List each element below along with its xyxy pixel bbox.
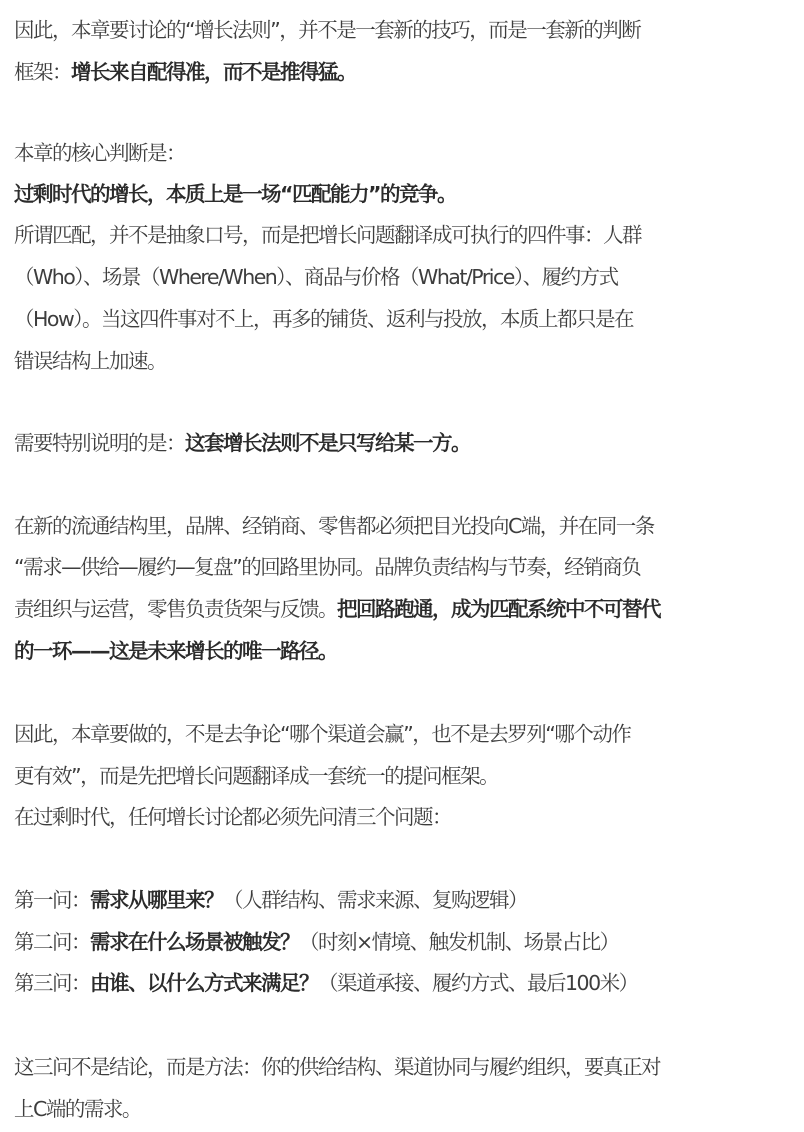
plain-text: 责组织与运营，零售负责货架与反馈。 <box>14 597 337 621</box>
question-note: （时刻×情境、触发机制、场景占比） <box>299 930 619 954</box>
bold-text: 增长来自配得准，而不是推得猛。 <box>71 60 356 84</box>
paragraph-line: 本章的核心判断是： <box>14 141 185 165</box>
paragraph-line: 错误结构上加速。 <box>14 349 166 373</box>
bold-text: 这套增长法则不是只写给某一方。 <box>185 431 470 455</box>
bold-text: 过剩时代的增长，本质上是一场“匹配能力”的竞争。 <box>14 182 456 206</box>
question-prefix: 第三问： <box>14 971 90 995</box>
paragraph-line <box>14 589 804 629</box>
paragraph-line: 因此，本章要讨论的“增长法则”，并不是一套新的技巧，而是一套新的判断 <box>14 18 641 42</box>
paragraph-line <box>14 423 804 463</box>
question-line <box>14 922 804 962</box>
question-line <box>14 963 804 1003</box>
bold-text: 把回路跑通，成为匹配系统中不可替代 <box>337 597 660 621</box>
paragraph-line: 因此，本章要做的，不是去争论“哪个渠道会赢”，也不是去罗列“哪个动作 <box>14 722 631 746</box>
plain-text: 需要特别说明的是： <box>14 431 185 455</box>
paragraph-line: 在新的流通结构里，品牌、经销商、零售都必须把目光投向C端，并在同一条 <box>14 514 654 538</box>
plain-text: 框架： <box>14 60 71 84</box>
paragraph-line <box>14 174 804 214</box>
question-note: （渠道承接、履约方式、最后100米） <box>318 971 638 995</box>
question-text: 需求在什么场景被触发？ <box>90 930 299 954</box>
paragraph-line <box>14 52 804 92</box>
paragraph-line: 上C端的需求。 <box>14 1097 141 1121</box>
paragraph-line: 在过剩时代，任何增长讨论都必须先问清三个问题： <box>14 805 451 829</box>
paragraph-line: （Who）、场景（Where/When）、商品与价格（What/Price）、履约方式 <box>14 265 618 289</box>
question-text: 由谁、以什么方式来满足？ <box>90 971 318 995</box>
question-prefix: 第一问： <box>14 888 90 912</box>
question-note: （人群结构、需求来源、复购逻辑） <box>223 888 527 912</box>
paragraph-line: 更有效”，而是先把增长问题翻译成一套统一的提问框架。 <box>14 764 499 788</box>
paragraph-line: “需求—供给—履约—复盘”的回路里协同。品牌负责结构与节奏，经销商负 <box>14 555 641 579</box>
paragraph-line <box>14 631 804 671</box>
paragraph-line: 这三问不是结论，而是方法：你的供给结构、渠道协同与履约组织，要真正对 <box>14 1055 660 1079</box>
question-prefix: 第二问： <box>14 930 90 954</box>
paragraph-line: （How）。当这四件事对不上，再多的铺货、返利与投放，本质上都只是在 <box>14 307 633 331</box>
bold-text: 的一环——这是未来增长的唯一路径。 <box>14 639 337 663</box>
paragraph-line: 所谓匹配，并不是抽象口号，而是把增长问题翻译成可执行的四件事：人群 <box>14 223 641 247</box>
question-line <box>14 880 804 920</box>
question-text: 需求从哪里来？ <box>90 888 223 912</box>
